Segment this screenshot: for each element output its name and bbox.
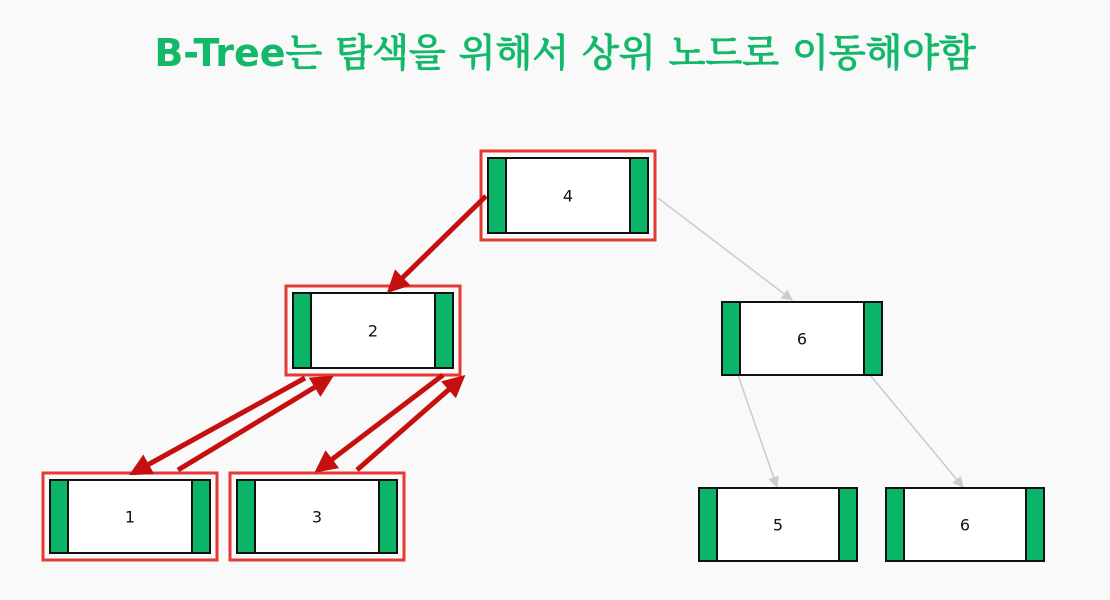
left-pointer [293, 293, 311, 368]
node-key-label: 5 [772, 515, 784, 535]
right-pointer [839, 488, 857, 561]
left-pointer [237, 480, 255, 553]
node-n5[interactable] [699, 488, 857, 561]
search-arrow-4-to-2 [390, 196, 486, 290]
search-arrow-1-to-2 [178, 378, 330, 470]
search-arrow-2-to-3 [318, 375, 443, 470]
search-arrow-3-to-2 [357, 378, 462, 470]
right-pointer [630, 158, 648, 233]
tree-edge-6-6 [870, 375, 963, 487]
left-pointer [722, 302, 740, 375]
node-n1[interactable] [43, 473, 217, 560]
left-pointer [488, 158, 506, 233]
right-pointer [435, 293, 453, 368]
right-pointer [192, 480, 210, 553]
tree-edge-6-5 [738, 375, 777, 487]
node-n3[interactable] [230, 473, 404, 560]
right-pointer [379, 480, 397, 553]
node-key-label: 6 [796, 329, 808, 349]
node-n4[interactable] [481, 151, 655, 240]
node-key-label: 1 [124, 507, 136, 527]
node-n6b[interactable] [886, 488, 1044, 561]
node-key-label: 3 [311, 507, 323, 527]
search-arrow-2-to-1 [133, 378, 305, 473]
right-pointer [864, 302, 882, 375]
node-key-label: 6 [959, 515, 971, 535]
node-key-label: 2 [367, 321, 379, 341]
node-key-label: 4 [562, 186, 574, 206]
page-title: B-Tree는 탐색을 위해서 상위 노드로 이동해야함 [154, 31, 976, 75]
tree-edge-4-6 [658, 198, 792, 300]
left-pointer [886, 488, 904, 561]
right-pointer [1026, 488, 1044, 561]
left-pointer [50, 480, 68, 553]
node-n6a[interactable] [722, 302, 882, 375]
left-pointer [699, 488, 717, 561]
node-n2[interactable] [286, 286, 460, 375]
